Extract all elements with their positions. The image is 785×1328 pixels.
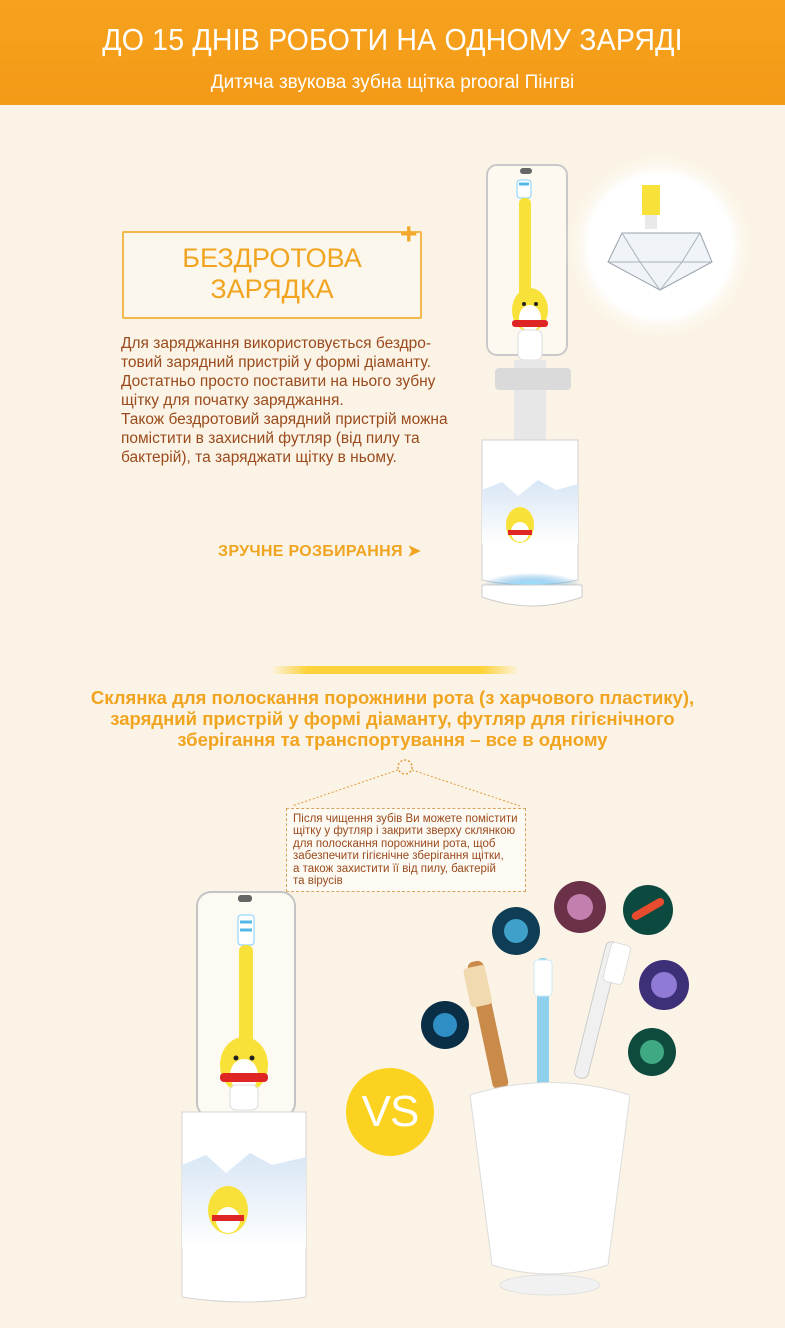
note-line: для полоскання порожнини рота, щоб (293, 837, 496, 850)
headline-line2: зарядний пристрій у формі діаманту, футляр для гігієнічного (110, 708, 675, 729)
wireless-charging-title (124, 243, 420, 305)
description-line: помістити в захисний футляр (від пилу та (121, 430, 420, 447)
description-line: Достатньо просто поставити на нього зубну (121, 373, 436, 390)
diamond-charger-image (565, 151, 755, 341)
wireless-charging-frame (122, 231, 422, 319)
description-line: бактерій), та заряджати щітку в ньому. (121, 449, 397, 466)
headline-line1: Склянка для полоскання порожнини рота (з харчового пластику), (90, 687, 695, 708)
note-line: Після чищення зубів Ви можете помістити (293, 813, 518, 825)
all-in-one-headline (30, 687, 755, 750)
wireless-description (121, 334, 451, 467)
plus-icon: + (400, 218, 418, 251)
ordinary-cup-image (463, 940, 632, 1295)
wireless-title-line1: БЕЗДРОТОВА (182, 243, 362, 273)
description-line: Для заряджання використовується бездро- (121, 335, 432, 352)
note-line: забезпечити гігієнічне зберігання щітки, (293, 850, 504, 863)
divider-bar (270, 666, 520, 674)
description-line: Також бездротовий зарядний пристрій можна (121, 411, 448, 428)
description-line: товий зарядний пристрій у формі діаманту. (121, 354, 431, 371)
page-subtitle: Дитяча звукова зубна щітка prooral Пінгві (210, 72, 575, 93)
headline-line3: зберігання та транспортування – все в одному (177, 729, 608, 750)
easy-disassembly-label: ЗРУЧНЕ РОЗБИРАННЯ ➤ (218, 543, 422, 560)
description-line: щітку для початку заряджання. (121, 392, 344, 409)
note-line: та вірусів (293, 875, 343, 888)
note-line: щітку у футляр і закрити зверху склянкою (293, 825, 516, 838)
toothbrush-case-bottom (182, 892, 306, 1302)
note-connector (292, 760, 520, 806)
vs-badge: VS (346, 1068, 434, 1156)
wireless-title-line2: ЗАРЯДКА (210, 274, 334, 304)
page-title: ДО 15 ДНІВ РОБОТИ НА ОДНОМУ ЗАРЯДІ (102, 22, 683, 57)
germ-icons (421, 881, 689, 1076)
note-line: а також захистити її від пилу, бактерій (293, 862, 496, 875)
hygiene-note-box (286, 808, 526, 892)
